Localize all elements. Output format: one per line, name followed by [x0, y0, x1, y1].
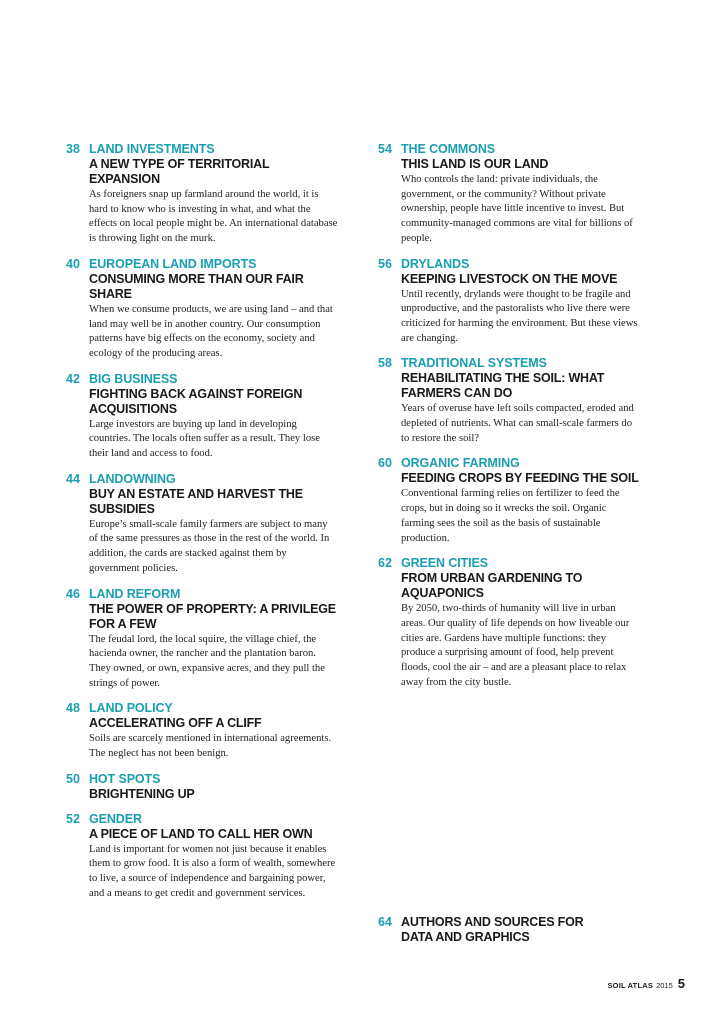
entry-category: LANDOWNING [89, 471, 176, 486]
entry-description: Conventional farming relies on fertilizer to feed the crops, but in doing so it wrecks the soil. Organic farming sees the soil as the basis of sustainable production. [401, 488, 620, 544]
entry-category: TRADITIONAL SYSTEMS [401, 356, 547, 371]
entry-page-number: 38 [66, 142, 80, 156]
entry-page-number: 42 [66, 371, 80, 386]
toc-entry[interactable] [378, 356, 640, 446]
publication-year: 2015 [656, 981, 673, 990]
page-number: 5 [677, 976, 685, 991]
entry-title: FIGHTING BACK AGAINST FOREIGN ACQUISITIONS [89, 386, 303, 416]
toc-entry[interactable] [66, 472, 338, 577]
toc-left-column [66, 142, 338, 902]
entry-description: Until recently, drylands were thought to be fragile and unproductive, and the pastoralists who live there were criticized for harming the environment. But these views are changing. [401, 288, 638, 344]
entry-title: ACCELERATING OFF A CLIFF [89, 716, 262, 731]
toc-entry[interactable] [66, 701, 338, 761]
entry-page-number: 44 [66, 471, 80, 486]
entry-page-number: 58 [378, 356, 392, 371]
entry-category: THE COMMONS [401, 142, 496, 156]
entry-page-number: 60 [378, 456, 392, 471]
entry-page-number: 64 [378, 915, 392, 929]
entry-category: GREEN CITIES [401, 556, 489, 571]
entry-page-number: 46 [66, 586, 80, 601]
entry-description: Soils are scarcely mentioned in international agreements. The neglect has not been benign. [89, 733, 332, 760]
toc-entry[interactable] [66, 772, 338, 802]
entry-category: LAND INVESTMENTS [89, 142, 215, 156]
entry-description: Land is important for women not just because it enables them to grow food. It is also a form of wealth, somewhere to live, a source of independence and bargaining power, and a means to get credit and government services. [89, 843, 336, 899]
entry-description: When we consume products, we are using land – and that land may well be in another country. Our consumption patterns have big effects on the economy, society and ecology of the producing areas. [89, 303, 333, 359]
entry-category: LAND REFORM [89, 586, 181, 601]
entry-category: HOT SPOTS [89, 771, 161, 786]
entry-title: A NEW TYPE OF TERRITORIAL EXPANSION [89, 157, 270, 186]
page-footer [607, 976, 685, 991]
entry-category: LAND POLICY [89, 701, 173, 716]
toc-entry[interactable] [378, 456, 640, 546]
entry-category: BIG BUSINESS [89, 371, 178, 386]
toc-entry[interactable] [66, 812, 338, 902]
entry-description: By 2050, two-thirds of humanity will live in urban areas. Our quality of life depends on how liveable our cities are. Gardens have multiple functions: they produce a surprising amount of food, help prevent floods, cool the air – and are a pleasant place to relax away from the city bustle. [401, 603, 630, 688]
entry-title: BRIGHTENING UP [89, 786, 195, 801]
toc-entry[interactable] [66, 587, 338, 692]
entry-page-number: 40 [66, 256, 80, 271]
toc-entry[interactable] [378, 556, 640, 690]
entry-page-number: 50 [66, 771, 80, 786]
entry-title: FEEDING CROPS BY FEEDING THE SOIL [401, 471, 639, 486]
entry-description: Years of overuse have left soils compacted, eroded and depleted of nutrients. What can small-scale farmers do to restore the soil? [401, 403, 634, 444]
toc-entry[interactable] [66, 142, 338, 247]
entry-title: THE POWER OF PROPERTY: A PRIVILEGE FOR A FEW [89, 601, 336, 631]
entry-title: CONSUMING MORE THAN OUR FAIR SHARE [89, 271, 304, 301]
entry-title: REHABILITATING THE SOIL: WHAT FARMERS CAN DO [401, 371, 605, 401]
toc-entry-authors[interactable] [378, 915, 640, 945]
entry-description: As foreigners snap up farmland around the world, it is hard to know who is investing in what, and what the effects on local people might be. An international database is throwing light on the murk. [89, 189, 338, 245]
entry-page-number: 62 [378, 556, 392, 571]
entry-category: ORGANIC FARMING [401, 456, 520, 471]
entry-title: A PIECE OF LAND TO CALL HER OWN [89, 826, 313, 841]
entry-page-number: 52 [66, 811, 80, 826]
toc-entry[interactable] [66, 372, 338, 462]
entry-title: KEEPING LIVESTOCK ON THE MOVE [401, 271, 618, 286]
entry-description: Europe’s small-scale family farmers are subject to many of the same pressures as those in the rest of the world. In addition, the cards are stacked against them by government policies. [89, 518, 330, 574]
entry-page-number: 56 [378, 256, 392, 271]
entry-description: The feudal lord, the local squire, the village chief, the hacienda owner, the rancher and the plantation baron. They owned, or own, expansive acres, and they pull the strings of power. [89, 633, 325, 689]
entry-description: Who controls the land: private individuals, the government, or the community? Without private ownership, people have little incentive to invest. But community-managed commons are vital for billions of people. [401, 174, 633, 244]
publication-name: SOIL ATLAS [607, 981, 654, 990]
toc-right-column [378, 142, 640, 690]
entry-title: THIS LAND IS OUR LAND [401, 157, 549, 171]
entry-category: EUROPEAN LAND IMPORTS [89, 256, 257, 271]
entry-title: FROM URBAN GARDENING TO AQUAPONICS [401, 571, 583, 601]
toc-entry[interactable] [378, 257, 640, 347]
entry-description: Large investors are buying up land in developing countries. The locals often suffer as a result. They lose their land and access to food. [89, 418, 320, 460]
entry-page-number: 54 [378, 142, 392, 156]
entry-title: BUY AN ESTATE AND HARVEST THE SUBSIDIES [89, 486, 303, 516]
entry-category: DRYLANDS [401, 256, 470, 271]
toc-entry[interactable] [66, 257, 338, 362]
entry-page-number: 48 [66, 701, 80, 716]
toc-entry[interactable] [378, 142, 640, 247]
entry-category: GENDER [89, 811, 142, 826]
entry-title: AUTHORS AND SOURCES FOR DATA AND GRAPHICS [401, 915, 584, 944]
